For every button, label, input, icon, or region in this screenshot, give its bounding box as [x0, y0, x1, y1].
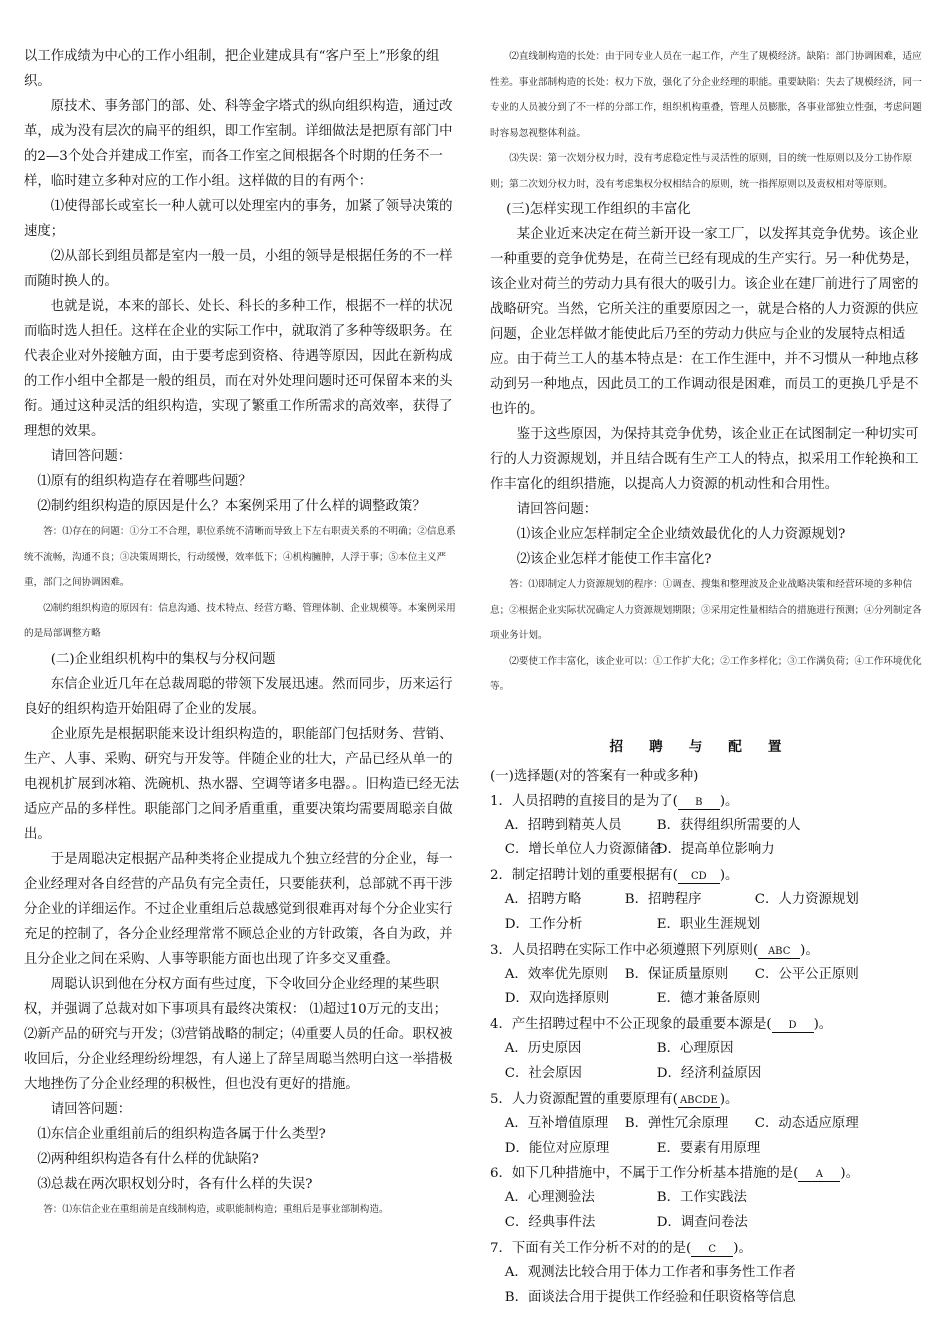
answer-text: ⑵要使工作丰富化，该企业可以：①工作扩大化；②工作多样化；③工作满负荷；④工作环境优化等。: [490, 655, 922, 692]
option-row: [490, 1211, 927, 1236]
section-title: 招聘与配置: [609, 738, 808, 755]
mc-question: [490, 1087, 927, 1112]
option: A．心理测验法: [504, 1190, 595, 1206]
option: B．保证质量原则: [624, 966, 729, 982]
question-stem: 6．如下几种措施中，不属于工作分析基本措施的是(: [490, 1166, 799, 1182]
option-row: [490, 1037, 927, 1062]
question: ⑵两种组织构造各有什么样的优缺陷?: [37, 1151, 259, 1167]
option: A．效率优先原则: [504, 966, 609, 982]
mc-question: [490, 1012, 927, 1037]
option: C．经典事件法: [504, 1215, 596, 1231]
mc-question: [490, 1161, 927, 1186]
paragraph: 也就是说，本来的部长、处长、科长的多种工作，根据不一样的状况而临时选人担任。这样在企业的实际工作中，就取消了多种等级职务。在代表企业对外接触方面，由于要考虑到资格、待遇等原因，因此在新构成的工作小组中全都是一般的组员，而在对外处理问题时还可保留本来的头衔。通过这种灵活的组织构造，实现了繁重工作所需求的高效率，获得了理想的效果。: [24, 299, 453, 439]
paragraph: ⑵从部长到组员都是室内一般一员，小组的领导是根据任务的不一样而随时换人的。: [24, 249, 453, 289]
answer-text: 答：⑴即制定人力资源规划的程序：①调查、搜集和整理波及企业战略决策和经营环境的多种信息；②根据企业实际状况确定人力资源规划期限；③采用定性量相结合的措施进行预测；④分列制定各项业务计划。: [490, 579, 922, 641]
mc-question: [490, 938, 927, 963]
option-row: [490, 1112, 927, 1137]
option: C．动态适应原理: [754, 1115, 859, 1131]
paragraph: 东信企业近几年在总裁周聪的带领下发展迅速。然而同步，历来运行良好的组织构造开始阻碍了企业的发展。: [24, 676, 453, 717]
option-row: [490, 987, 927, 1012]
section-subtitle: (一)选择题(对的答案有一种或多种): [490, 768, 699, 784]
question: ⑵制约组织构造的原因是什么？本案例采用了什么样的调整政策？: [37, 499, 426, 514]
spacer: [490, 700, 927, 724]
mc-question: [490, 863, 927, 888]
option: B．弹性冗余原理: [624, 1115, 729, 1131]
option: E．职业生涯规划: [656, 916, 761, 932]
option: C．人力资源规划: [754, 892, 859, 908]
question-end: )。: [800, 942, 819, 958]
answer-blank: ABCDE: [678, 1094, 720, 1108]
answer-text: ⑵直线制构造的长处：由于同专业人员在一起工作，产生了规模经济。缺陷：部门协调困难，适应性差。事业部制构造的长处：权力下放，强化了分企业经理的职能。重要缺陷：失去了规模经济，同一专业的人员被分到了不一样的分部工作，组织机构重叠，管理人员膨胀，各事业部独立性强，考虑问题时容易忽视整体利益。: [490, 51, 922, 139]
question-heading: 请回答问题：: [50, 449, 132, 464]
option-row: [490, 1186, 927, 1211]
question-stem: 5．人力资源配置的重要原理有(: [490, 1091, 678, 1107]
option-row: [490, 814, 927, 839]
answer-blank: D: [772, 1019, 814, 1033]
paragraph: 鉴于这些原因，为保持其竞争优势，该企业正在试图制定一种切实可行的人力资源规划，并且结合既有生产工人的特点，拟采用工作轮换和工作丰富化的组织措施，以提高人力资源的机动性和合用性。: [490, 427, 919, 492]
question-stem: 3．人员招聘在实际工作中必须遵照下列原则(: [490, 942, 759, 958]
question: ⑴原有的组织构造存在着哪些问题？: [37, 474, 252, 489]
option: D．提高单位影响力: [656, 842, 775, 858]
paragraph: 以工作成绩为中心的工作小组制，把企业建成具有“客户至上”形象的组织。: [24, 49, 440, 89]
question: ⑴该企业应怎样制定全企业绩效最优化的人力资源规划?: [516, 527, 846, 542]
option: C．增长单位人力资源储备: [504, 842, 663, 858]
question-end: )。: [813, 1017, 833, 1033]
question-end: )。: [719, 1091, 739, 1107]
option-row: [490, 1137, 927, 1162]
option: A．招聘到精英人员: [504, 817, 622, 833]
question-stem: 2．制定招聘计划的重要根据有(: [490, 868, 678, 884]
mc-question: [490, 789, 927, 814]
paragraph: ⑴使得部长或室长一种人就可以处理室内的事务，加紧了领导决策的速度；: [24, 199, 453, 239]
option: D．能位对应原理: [504, 1140, 610, 1156]
option: B．获得组织所需要的人: [656, 817, 801, 833]
question-heading: 请回答问题：: [516, 502, 598, 517]
left-column: [24, 44, 461, 1222]
option: A．互补增值原理: [504, 1115, 609, 1131]
question-end: )。: [840, 1166, 859, 1182]
option: D．工作分析: [504, 916, 583, 932]
answer-blank: C: [691, 1243, 733, 1257]
option-row: [490, 1261, 927, 1286]
paragraph: 于是周聪决定根据产品种类将企业提成九个独立经营的分企业，每一企业经理对各自经营的产品负有完全责任，只要能获利，总部就不再干涉分企业的详细运作。不过企业重组后总裁感觉到很难再对每个分企业实行充足的控制了，各分企业经理常常不顾总企业的方针政策，各自为政，并且分企业之间在采购、人事等职能方面也出现了许多交叉重叠。: [24, 851, 453, 967]
answer-blank: ABC: [758, 945, 800, 959]
option: A．观测法比较合用于体力工作者和事务性工作者: [504, 1265, 796, 1281]
answer-text: 答：⑴东信企业在重组前是直线制构造，或职能制构造；重组后是事业部制构造。: [43, 1203, 389, 1215]
question: ⑴东信企业重组前后的组织构造各属于什么类型?: [37, 1126, 326, 1142]
answer-blank: B: [678, 796, 720, 810]
option-row: [490, 1062, 927, 1087]
question-end: )。: [719, 793, 739, 809]
question: ⑶总裁在两次职权划分时，各有什么样的失误?: [37, 1176, 313, 1192]
section-heading: (三)怎样实现工作组织的丰富化: [506, 202, 691, 217]
paragraph: 企业原先是根据职能来设计组织构造的，职能部门包括财务、营销、生产、人事、采购、研究与开发等。伴随企业的壮大，产品已经从单一的电视机扩展到冰箱、洗碗机、热水器、空调等诸多电器。。旧构造已经无法适应产品的多样性。职能部门之间矛盾重重，重要决策均需要周聪亲自做出。: [24, 726, 460, 842]
right-column: [490, 44, 927, 1311]
question-stem: 7．下面有关工作分析不对的的是(: [490, 1241, 692, 1257]
option: D．调查问卷法: [656, 1215, 748, 1231]
question-stem: 1．人员招聘的直接目的是为了(: [490, 793, 678, 809]
option: D．经济利益原因: [656, 1066, 762, 1082]
option: E．要素有用原理: [656, 1140, 761, 1156]
option: C．社会原因: [504, 1066, 582, 1082]
option: A．历史原因: [504, 1041, 582, 1057]
paragraph: 周聪认识到他在分权方面有些过度，下令收回分企业经理的某些职权，并强调了总裁对如下事项具有最终决策权： ⑴超过10万元的支出； ⑵新产品的研究与开发；⑶营销战略的制定；⑷重要人员的任命。职权被收回后，分企业经理纷纷埋怨，有人递上了辞呈周聪当然明白这一举措极大地挫伤了分企业经理的积极性，但也没有更好的措施。: [24, 976, 453, 1092]
option: E．德才兼备原则: [656, 991, 761, 1007]
question-stem: 4．产生招聘过程中不公正现象的最重要本源是(: [490, 1017, 772, 1033]
section-heading: (二)企业组织机构中的集权与分权问题: [50, 651, 276, 667]
option-row: [490, 913, 927, 938]
option: B．心理原因: [656, 1041, 734, 1057]
question-end: )。: [733, 1241, 752, 1257]
question-end: )。: [719, 868, 739, 884]
paragraph: 原技术、事务部门的部、处、科等金字塔式的纵向组织构造，通过改革，成为没有层次的扁平的组织，即工作室制。详细做法是把原有部门中的2—3个处合并建成工作室，而各工作室之间根据各个时期的任务不一样，临时建立多种对应的工作小组。这样做的目的有两个：: [24, 99, 453, 189]
option: B．招聘程序: [624, 892, 702, 908]
option-row: [490, 1286, 927, 1311]
mc-question: [490, 1236, 927, 1261]
option-row: [490, 963, 927, 988]
answer-text: 答：⑴存在的问题：①分工不合理，职位系统不清晰而导致上下左右职责关系的不明确；②信息系统不流畅，沟通不良；③决策周期长，行动缓慢，效率低下；④机构臃肿，人浮于事；⑤本位主义严重，部门之间协调困难。: [24, 526, 456, 588]
paragraph: 某企业近来决定在荷兰新开设一家工厂，以发挥其竞争优势。该企业一种重要的竞争优势是，在荷兰已经有现成的生产实行。另一种优势是，该企业对荷兰的劳动力具有很大的吸引力。该企业在建厂前进行了周密的战略研究。当然，它所关注的重要原因之一，就是合格的人力资源的供应问题，企业怎样做才能使此后乃至的劳动力供应与企业的发展特点相适应。由于荷兰工人的基本特点是：在工作生涯中，并不习惯从一种地点移动到另一种地点，因此员工的工作调动很是困难，而员工的更换几乎是不也许的。: [490, 227, 919, 417]
answer-text: ⑵制约组织构造的原因有：信息沟通、技术特点、经营方略、管理体制、企业规模等。本案例采用的是局部调整方略: [24, 602, 456, 639]
answer-blank: CD: [678, 870, 720, 884]
answer-blank: A: [798, 1168, 840, 1182]
question-heading: 请回答问题：: [50, 1101, 132, 1117]
option: D．双向选择原则: [504, 991, 610, 1007]
option-row: [490, 838, 927, 863]
option: B．面谈法合用于提供工作经验和任职资格等信息: [504, 1289, 796, 1305]
option: B．工作实践法: [656, 1190, 747, 1206]
question-list: [490, 789, 927, 1311]
answer-text: ⑶失误：第一次划分权力时，没有考虑稳定性与灵活性的原则，目的统一性原则以及分工协作原则；第二次划分权力时，没有考虑集权分权相结合的原则，统一指挥原则以及责权相对等原则。: [490, 153, 913, 190]
option: C．公平公正原则: [754, 966, 859, 982]
option: A．招聘方略: [504, 892, 582, 908]
question: ⑵该企业怎样才能使工作丰富化?: [516, 552, 712, 567]
option-row: [490, 888, 927, 913]
